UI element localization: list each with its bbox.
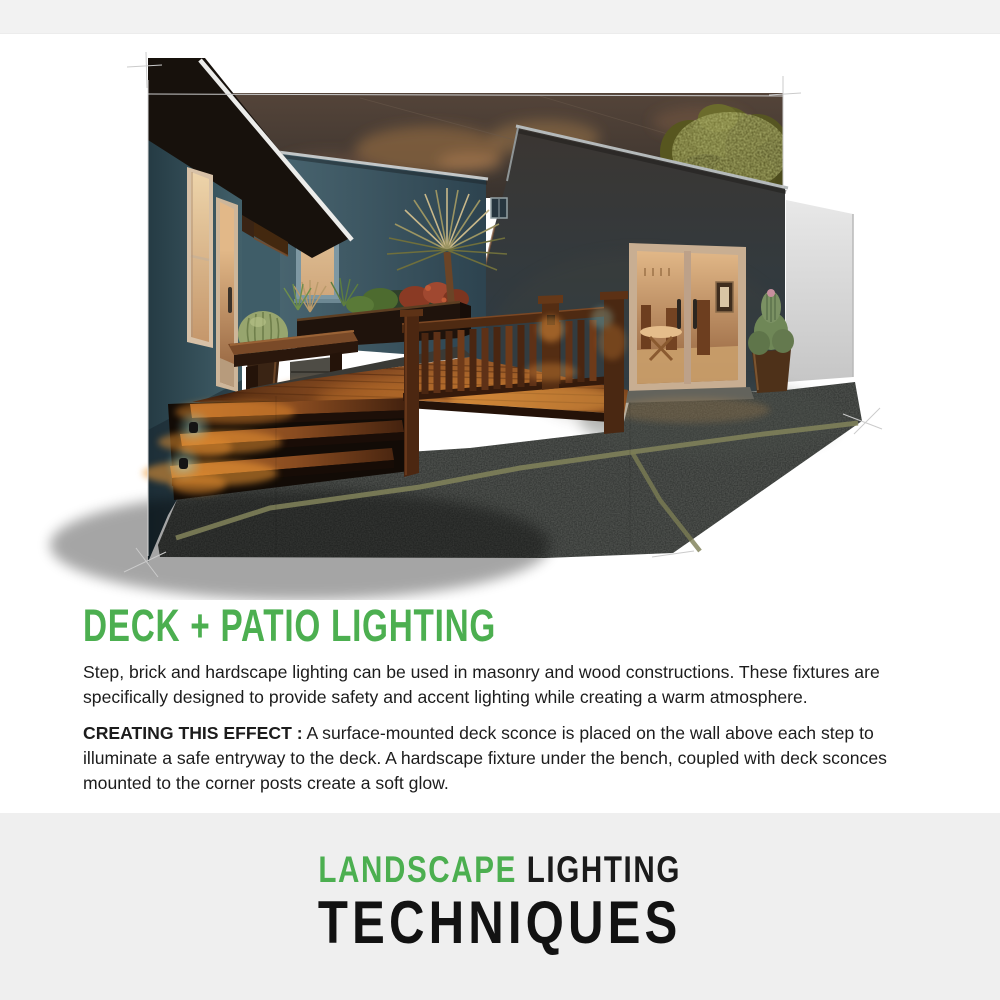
brand-word-landscape: LANDSCAPE: [318, 849, 518, 890]
door-light-spill: [610, 397, 770, 423]
french-doors: [610, 243, 770, 423]
page-title: [83, 600, 931, 651]
door-handle: [677, 299, 681, 329]
brand-word-techniques: TECHNIQUES: [318, 889, 682, 956]
white-wall-panel: [786, 200, 853, 382]
sconce-fixture: [179, 458, 188, 469]
page-title-text: DECK + PATIO LIGHTING: [83, 600, 497, 651]
effect-body: A surface-mounted deck sconce is placed on the wall above each step to illuminate a safe entryway to the deck. A hardscape fixture under the bench, coupled with deck sconces mounted to the corner posts create a soft glow.: [83, 723, 887, 793]
text-section: [83, 600, 931, 807]
brand-line-2: [0, 889, 1000, 956]
brand-footer: [0, 813, 1000, 1000]
door-handle: [693, 299, 697, 329]
brand-line-1: [0, 850, 1000, 890]
effect-paragraph: [83, 721, 931, 796]
tall-window: [187, 167, 213, 348]
effect-label: CREATING THIS EFFECT :: [83, 723, 303, 743]
sconce-fixture: [189, 422, 198, 433]
brand-word-lighting: LIGHTING: [527, 849, 682, 890]
intro-paragraph: Step, brick and hardscape lighting can be used in masonry and wood constructions. These fixtures are specifically designed to provide safety and accent lighting while creating a warm atmosphere.: [83, 662, 880, 707]
cactus-bloom: [767, 289, 775, 297]
door-handle: [228, 287, 232, 313]
